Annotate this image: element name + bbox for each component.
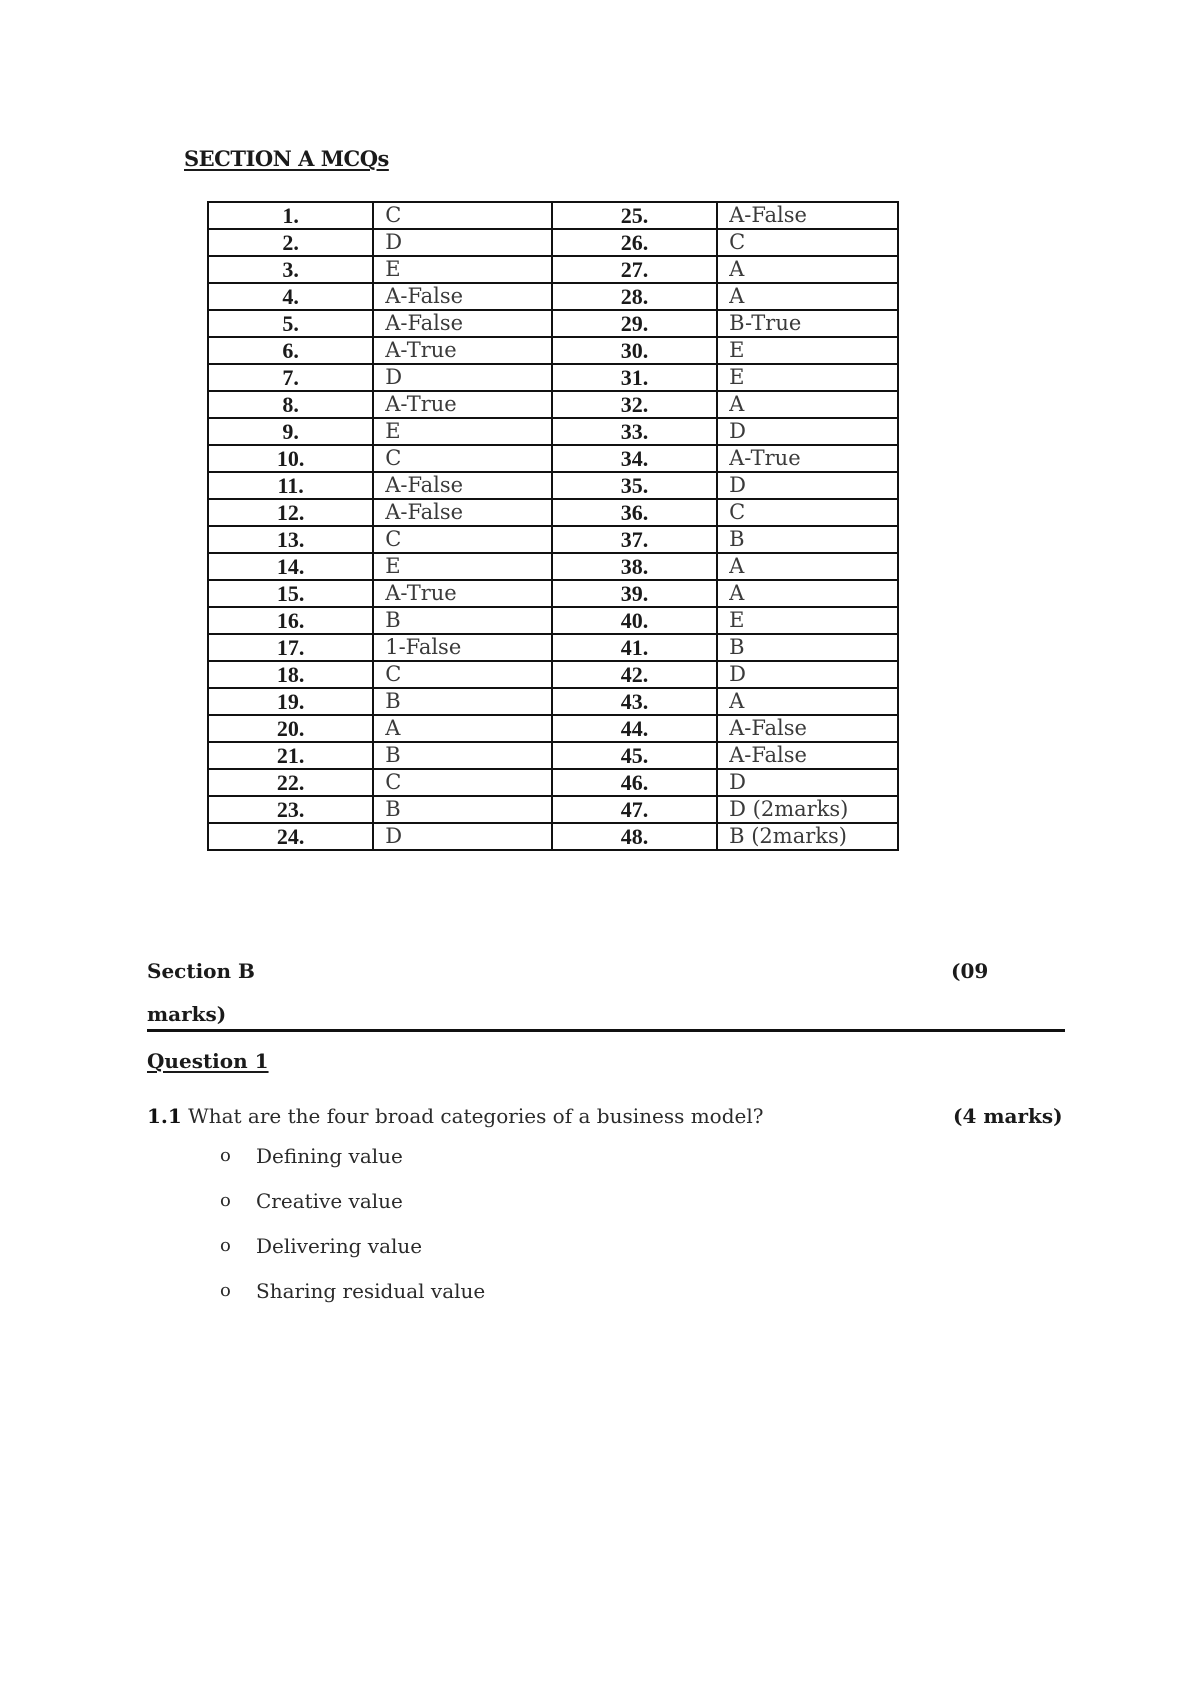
answer-cell: A-True (373, 337, 552, 364)
answer-cell: A-False (717, 742, 898, 769)
table-row (208, 256, 898, 283)
answer-cell: E (373, 553, 552, 580)
section-b-marks-open: (09 (951, 959, 989, 983)
question-number-cell: 7. (208, 364, 373, 391)
table-row (208, 364, 898, 391)
question-number-cell: 8. (208, 391, 373, 418)
answer-cell: B-True (717, 310, 898, 337)
table-row (208, 553, 898, 580)
mcq-answer-table (207, 201, 899, 851)
bullet-icon: o (220, 1235, 231, 1256)
list-item (220, 1142, 485, 1187)
table-row (208, 688, 898, 715)
question-number-cell: 42. (552, 661, 717, 688)
answer-cell: A (717, 580, 898, 607)
answer-cell: 1-False (373, 634, 552, 661)
question-number-cell: 22. (208, 769, 373, 796)
question-number-cell: 14. (208, 553, 373, 580)
answer-list (220, 1142, 485, 1322)
table-row (208, 283, 898, 310)
question-number-cell: 38. (552, 553, 717, 580)
question-number-cell: 1. (208, 202, 373, 229)
question-number-cell: 23. (208, 796, 373, 823)
question-text: What are the four broad categories of a business model? (181, 1104, 764, 1128)
answer-cell: E (717, 364, 898, 391)
question-number-cell: 31. (552, 364, 717, 391)
question-number-cell: 6. (208, 337, 373, 364)
question-number-cell: 10. (208, 445, 373, 472)
answer-cell: A-False (717, 202, 898, 229)
answer-cell: C (373, 202, 552, 229)
question-number-cell: 46. (552, 769, 717, 796)
question-number-cell: 37. (552, 526, 717, 553)
answer-cell: B (2marks) (717, 823, 898, 850)
answer-cell: B (373, 796, 552, 823)
answer-cell: A-True (373, 391, 552, 418)
answer-text: Creative value (256, 1189, 403, 1213)
table-row (208, 742, 898, 769)
answer-cell: A (717, 256, 898, 283)
answer-text: Delivering value (256, 1234, 423, 1258)
table-row (208, 472, 898, 499)
table-row (208, 418, 898, 445)
mcq-table-body (208, 202, 898, 850)
question-number-cell: 45. (552, 742, 717, 769)
question-title: Question 1 (147, 1049, 269, 1073)
answer-cell: B (717, 634, 898, 661)
answer-cell: A-False (373, 472, 552, 499)
answer-cell: A-True (717, 445, 898, 472)
question-number-cell: 21. (208, 742, 373, 769)
answer-cell: A (717, 283, 898, 310)
answer-cell: E (717, 337, 898, 364)
answer-cell: A-False (717, 715, 898, 742)
bullet-icon: o (220, 1280, 231, 1301)
question-number-cell: 3. (208, 256, 373, 283)
answer-cell: B (373, 607, 552, 634)
list-item (220, 1277, 485, 1322)
question-number: 1.1 (147, 1104, 182, 1128)
question-marks: (4 marks) (953, 1104, 1063, 1128)
answer-cell: A-True (373, 580, 552, 607)
question-number-cell: 33. (552, 418, 717, 445)
table-row (208, 769, 898, 796)
question-number-cell: 18. (208, 661, 373, 688)
table-row (208, 580, 898, 607)
table-row (208, 607, 898, 634)
answer-cell: C (373, 661, 552, 688)
answer-cell: D (2marks) (717, 796, 898, 823)
answer-cell: A (717, 391, 898, 418)
question-number-cell: 16. (208, 607, 373, 634)
question-number-cell: 41. (552, 634, 717, 661)
question-number-cell: 9. (208, 418, 373, 445)
table-row (208, 310, 898, 337)
table-row (208, 526, 898, 553)
table-row (208, 337, 898, 364)
table-row (208, 229, 898, 256)
list-item (220, 1232, 485, 1277)
answer-cell: B (373, 742, 552, 769)
question-number-cell: 44. (552, 715, 717, 742)
section-b-title: Section B (147, 959, 255, 983)
question-number-cell: 4. (208, 283, 373, 310)
answer-cell: A (717, 688, 898, 715)
table-row (208, 796, 898, 823)
horizontal-rule (147, 1029, 1065, 1032)
question-number-cell: 20. (208, 715, 373, 742)
question-number-cell: 5. (208, 310, 373, 337)
answer-text: Defining value (256, 1144, 403, 1168)
table-row (208, 202, 898, 229)
answer-cell: A-False (373, 499, 552, 526)
section-a-title: SECTION A MCQs (184, 146, 389, 171)
answer-cell: D (717, 769, 898, 796)
question-number-cell: 13. (208, 526, 373, 553)
answer-cell: C (717, 229, 898, 256)
question-number-cell: 40. (552, 607, 717, 634)
question-1-1 (147, 1104, 763, 1128)
answer-cell: C (373, 445, 552, 472)
question-number-cell: 24. (208, 823, 373, 850)
table-row (208, 391, 898, 418)
table-row (208, 634, 898, 661)
table-row (208, 715, 898, 742)
table-row (208, 661, 898, 688)
answer-cell: B (717, 526, 898, 553)
answer-cell: D (373, 823, 552, 850)
answer-cell: A-False (373, 283, 552, 310)
answer-cell: C (373, 526, 552, 553)
bullet-icon: o (220, 1190, 231, 1211)
question-number-cell: 39. (552, 580, 717, 607)
question-number-cell: 32. (552, 391, 717, 418)
question-number-cell: 26. (552, 229, 717, 256)
question-number-cell: 11. (208, 472, 373, 499)
answer-cell: D (373, 229, 552, 256)
answer-cell: B (373, 688, 552, 715)
answer-cell: C (373, 769, 552, 796)
question-number-cell: 25. (552, 202, 717, 229)
question-number-cell: 29. (552, 310, 717, 337)
question-number-cell: 2. (208, 229, 373, 256)
answer-text: Sharing residual value (256, 1279, 486, 1303)
question-number-cell: 47. (552, 796, 717, 823)
answer-cell: A (373, 715, 552, 742)
section-b-marks-close: marks) (147, 1002, 227, 1026)
answer-cell: E (373, 418, 552, 445)
answer-cell: D (717, 418, 898, 445)
question-number-cell: 30. (552, 337, 717, 364)
table-row (208, 445, 898, 472)
answer-cell: E (717, 607, 898, 634)
question-number-cell: 28. (552, 283, 717, 310)
question-number-cell: 19. (208, 688, 373, 715)
answer-cell: D (717, 661, 898, 688)
question-number-cell: 27. (552, 256, 717, 283)
answer-cell: A-False (373, 310, 552, 337)
answer-cell: E (373, 256, 552, 283)
question-number-cell: 48. (552, 823, 717, 850)
answer-cell: D (373, 364, 552, 391)
question-number-cell: 15. (208, 580, 373, 607)
table-row (208, 499, 898, 526)
answer-cell: C (717, 499, 898, 526)
question-number-cell: 35. (552, 472, 717, 499)
question-number-cell: 43. (552, 688, 717, 715)
bullet-icon: o (220, 1145, 231, 1166)
answer-cell: D (717, 472, 898, 499)
question-number-cell: 34. (552, 445, 717, 472)
list-item (220, 1187, 485, 1232)
table-row (208, 823, 898, 850)
question-number-cell: 12. (208, 499, 373, 526)
answer-cell: A (717, 553, 898, 580)
question-number-cell: 17. (208, 634, 373, 661)
question-number-cell: 36. (552, 499, 717, 526)
